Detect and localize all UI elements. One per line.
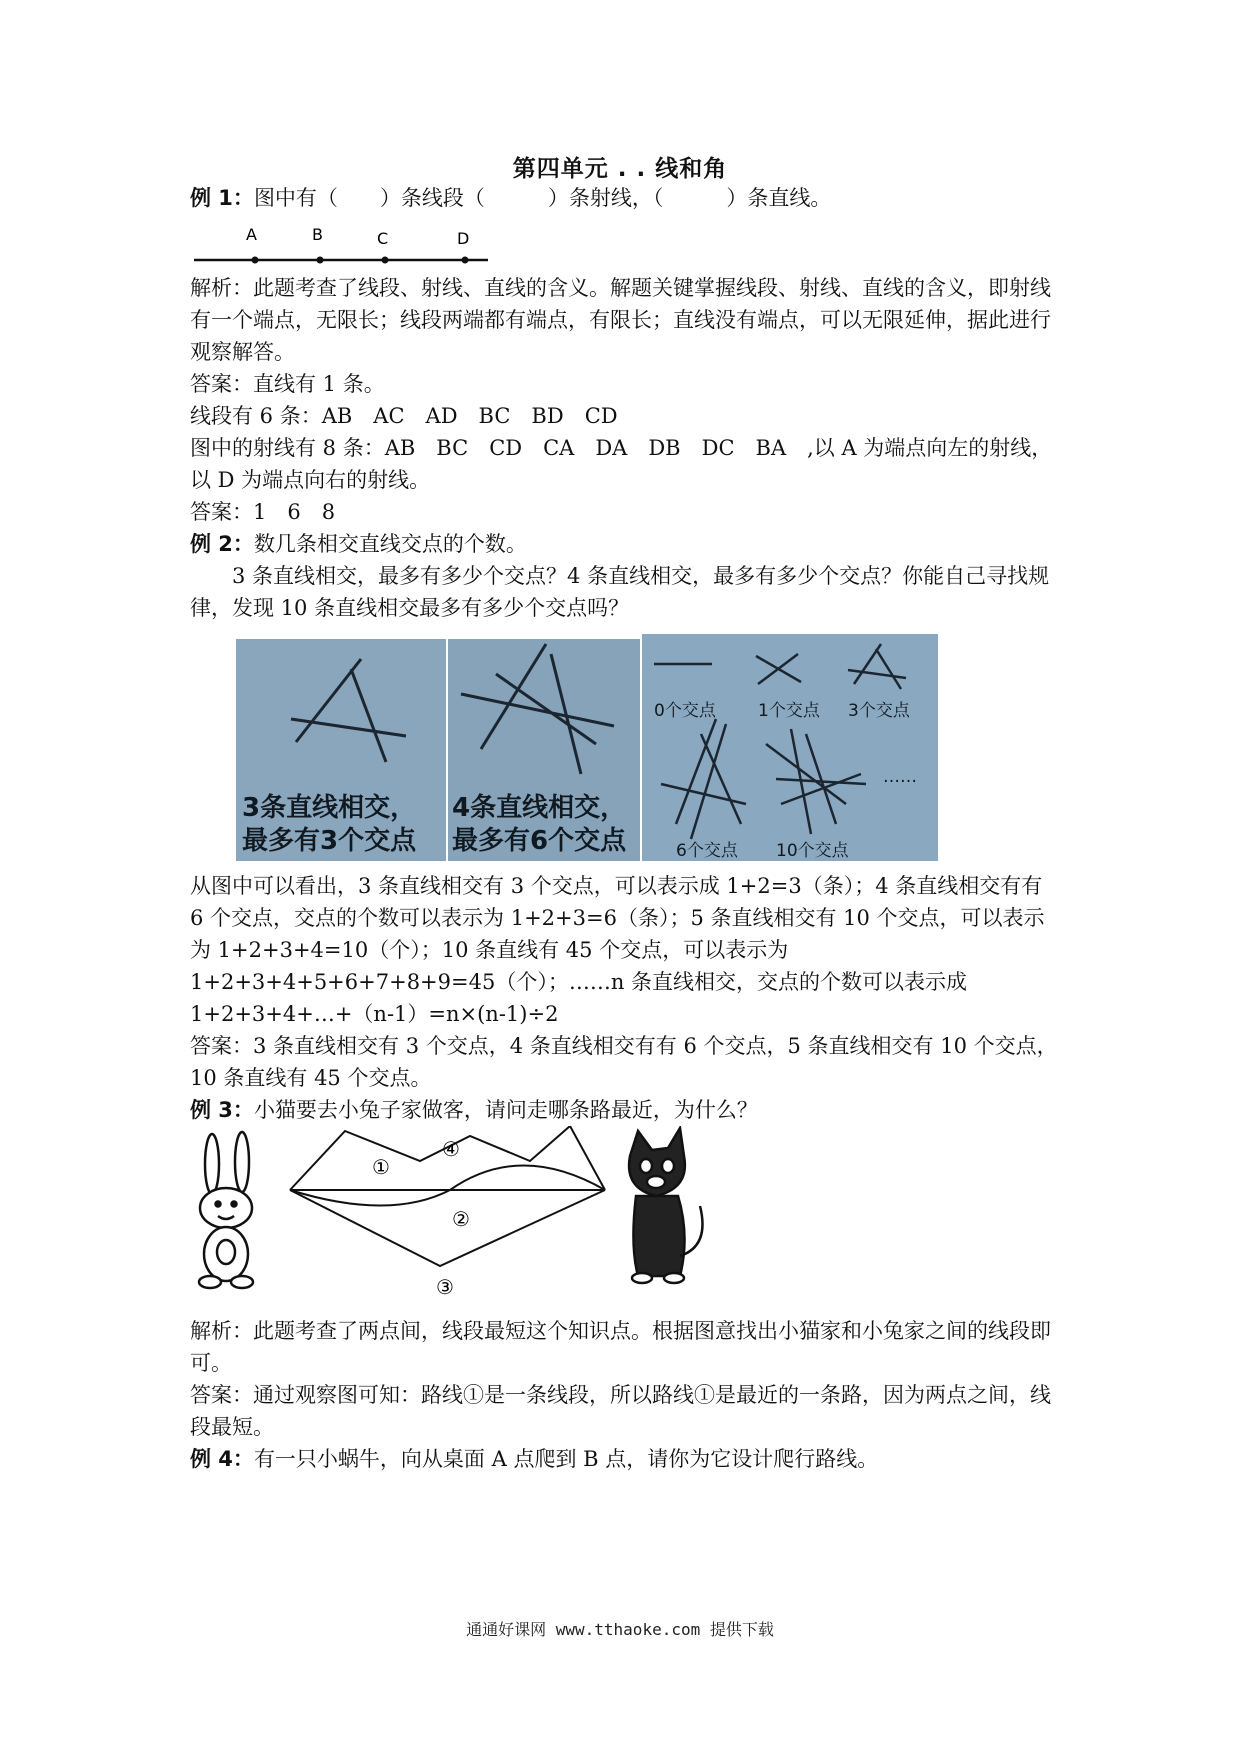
panel-2-text-1: 4条直线相交， — [452, 793, 627, 823]
ex2-question: 例 2：数几条相交直线交点的个数。 — [190, 532, 527, 556]
label-c: C — [377, 229, 389, 248]
panel-3 — [642, 634, 938, 861]
label-0-points: 0个交点 — [654, 701, 716, 721]
ex1-label: 例 1： — [190, 186, 254, 210]
content — [190, 182, 1060, 1475]
route-2-label: ② — [452, 1207, 470, 1231]
ex3-route-figure — [190, 1126, 1060, 1301]
ex2-explanation: 从图中可以看出，3 条直线相交有 3 个交点，可以表示成 1+2=3（条）；4 条直线相交有有 6 个交点，交点的个数可以表示为 1+2+3=6（条）；5 条直线相交有 10 个交点，可以表示为 1+2+3+4=10（个）；10 条直线有 45 个交点，可以表示为 1+2+3+4+5+6+7+8+9=45（个）；……n 条直线相交，交点的个数可以表示成 1+2+3+4+…+（n-1）=n×(n-1)÷2 — [190, 874, 1045, 1026]
label-b: B — [312, 225, 323, 244]
panel-1-text-1: 3条直线相交， — [242, 793, 417, 823]
cat-icon — [629, 1128, 702, 1283]
ex4-question: 例 4：有一只小蜗牛，向从桌面 A 点爬到 B 点，请你为它设计爬行路线。 — [190, 1447, 879, 1471]
ex2-label: 例 2： — [190, 532, 254, 556]
point-c — [382, 257, 389, 264]
footer: 通通好课网 www.tthaoke.com 提供下载 — [466, 1620, 774, 1639]
label-1-point: 1个交点 — [758, 701, 820, 721]
ex3-question: 例 3：小猫要去小兔子家做客，请问走哪条路最近，为什么？ — [190, 1098, 758, 1122]
ex3-analysis: 解析：此题考查了两点间，线段最短这个知识点。根据图意找出小猫家和小兔家之间的线段即可。 — [190, 1319, 1051, 1375]
ex2-answer: 答案：3 条直线相交有 3 个交点，4 条直线相交有有 6 个交点，5 条直线相交有 10 个交点，10 条直线有 45 个交点。 — [190, 1034, 1058, 1090]
ex1-rays: 图中的射线有 8 条：AB BC CD CA DA DB DC BA ,以 A 为端点向左的射线，以 D 为端点向右的射线。 — [190, 436, 1053, 492]
ex1-answer-line: 答案：直线有 1 条。 — [190, 372, 385, 396]
ex3-label: 例 3： — [190, 1098, 254, 1122]
route-2-line — [290, 1166, 605, 1206]
page-title: 第四单元 . . 线和角 — [512, 156, 728, 182]
ex1-answer: 答案：1 6 8 — [190, 500, 336, 524]
ex1-question: 例 1：图中有（ ）条线段（ ）条射线，（ ）条直线。 — [190, 186, 832, 210]
label-3-points: 3个交点 — [848, 701, 910, 721]
ex1-line-figure — [190, 214, 490, 268]
label-a: A — [246, 225, 257, 244]
ex4-label: 例 4： — [190, 1447, 254, 1471]
ex2-body: 3 条直线相交，最多有多少个交点？4 条直线相交，最多有多少个交点？你能自己寻找规律，发现 10 条直线相交最多有多少个交点吗？ — [190, 564, 1050, 620]
route-4-label: ④ — [442, 1137, 460, 1161]
point-a — [252, 257, 259, 264]
ex1-analysis: 解析：此题考查了线段、射线、直线的含义。解题关键掌握线段、射线、直线的含义，即射线有一个端点，无限长；线段两端都有端点，有限长；直线没有端点，可以无限延伸，据此进行观察解答。 — [190, 276, 1051, 364]
ex3-answer: 答案：通过观察图可知：路线①是一条线段，所以路线①是最近的一条路，因为两点之间，线段最短。 — [190, 1383, 1051, 1439]
point-d — [462, 257, 469, 264]
panel-2-text-2: 最多有6个交点 — [452, 826, 627, 856]
panel-1-text-2: 最多有3个交点 — [242, 826, 417, 856]
ex1-segments: 线段有 6 条：AB AC AD BC BD CD — [190, 404, 618, 428]
rabbit-icon — [199, 1132, 253, 1288]
route-3-label: ③ — [436, 1275, 454, 1299]
label-10-points: 10个交点 — [776, 841, 849, 861]
label-6-points: 6个交点 — [676, 841, 738, 861]
label-d: D — [457, 229, 470, 248]
ellipsis: …… — [883, 767, 917, 787]
point-b — [317, 257, 324, 264]
ex2-intersection-figure — [190, 634, 1060, 864]
route-1-label: ① — [372, 1155, 390, 1179]
